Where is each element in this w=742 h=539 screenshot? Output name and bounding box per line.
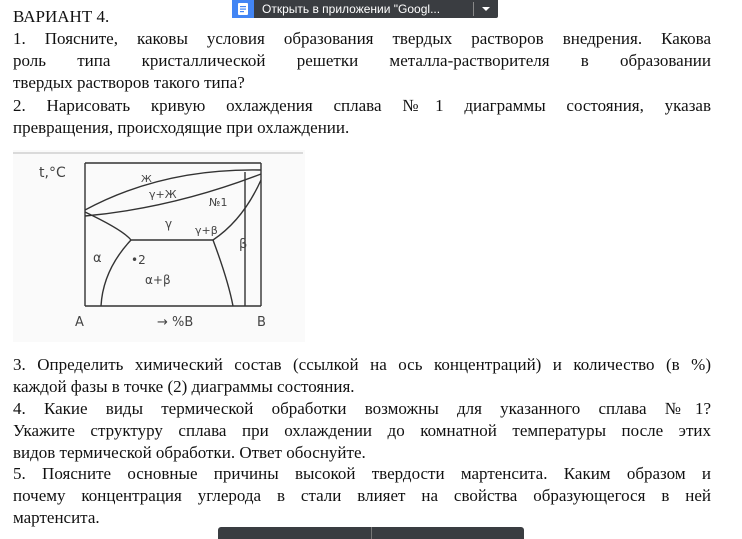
alloy-label: №1	[209, 196, 228, 209]
question-4-line-1: 4. Какие виды термической обработки возможны для указанного сплава №1?	[13, 399, 711, 418]
question-1-line-3: твердых растворов такого типа?	[13, 73, 245, 92]
open-in-app-label: Открыть в приложении "Googl...	[262, 2, 441, 16]
bottom-toolbar-left[interactable]	[218, 527, 371, 539]
caret-down-icon[interactable]	[474, 6, 498, 12]
point-2-label: •2	[131, 253, 146, 267]
variant-title: ВАРИАНТ 4.	[13, 7, 110, 26]
open-in-app-button[interactable]	[232, 0, 498, 18]
question-2-line-2: превращения, происходящие при охлаждении.	[13, 118, 350, 137]
google-docs-icon	[232, 0, 254, 18]
question-5-line-3: мартенсита.	[13, 508, 100, 527]
phase-diagram	[13, 150, 305, 342]
right-axis-label: B	[257, 315, 266, 330]
liquid-label: Ж	[141, 174, 152, 185]
alpha-label: α	[93, 251, 102, 266]
question-2-line-1: 2. Нарисовать кривую охлаждения сплава №1 диаграммы состояния, указав	[13, 96, 711, 115]
question-4-line-3: видов термической обработки. Ответ обоснуйте.	[13, 443, 366, 462]
question-3-line-1: 3. Определить химический состав (ссылкой на ось концентраций) и количество (в %)	[13, 355, 711, 374]
bottom-toolbar-right[interactable]	[372, 527, 525, 539]
y-axis-label: t,°C	[39, 165, 66, 181]
left-axis-label: A	[75, 315, 84, 330]
question-5-line-2: почему концентрация углерода в стали влияет на свойства образующегося в ней	[13, 486, 711, 505]
gamma-plus-beta-label: γ+β	[195, 224, 218, 237]
gamma-label: γ	[165, 217, 173, 231]
question-3-line-2: каждой фазы в точке (2) диаграммы состояния.	[13, 377, 355, 396]
x-axis-label: → %B	[157, 315, 194, 330]
bottom-toolbar[interactable]	[218, 527, 524, 539]
alpha-plus-beta-label: α+β	[145, 273, 171, 287]
question-1-line-2: роль типа кристаллической решетки металла-растворителя в образовании	[13, 51, 711, 70]
question-4-line-2: Укажите структуру сплава при охлаждении до комнатной температуры после этих	[13, 421, 711, 440]
question-5-line-1: 5. Поясните основные причины высокой твердости мартенсита. Каким образом и	[13, 464, 711, 483]
beta-label: β	[239, 237, 248, 252]
question-1-line-1: 1. Поясните, каковы условия образования твердых растворов внедрения. Какова	[13, 29, 711, 48]
l-plus-gamma-label: γ+Ж	[149, 188, 177, 201]
